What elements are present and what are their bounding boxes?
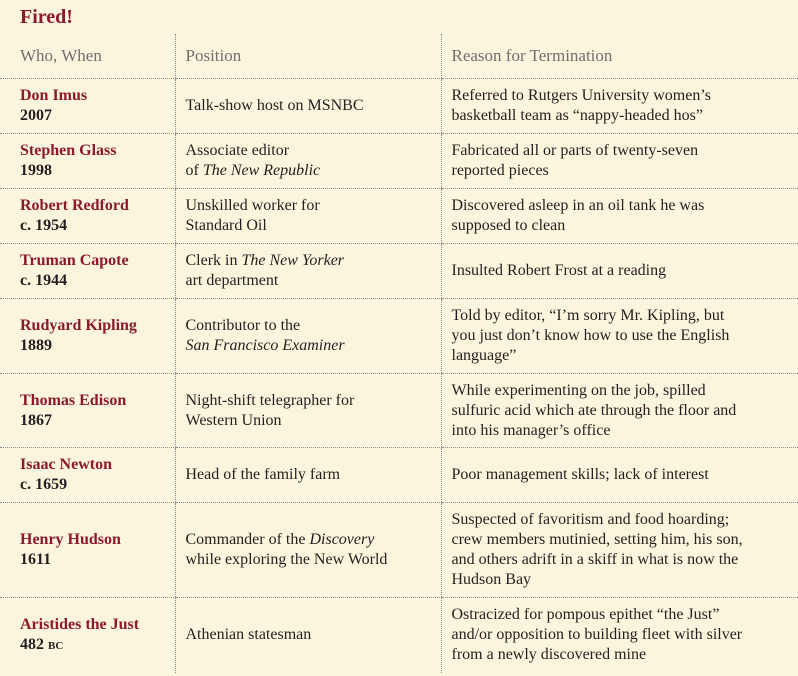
cell-reason [441,503,798,598]
person-date: 1998 [20,162,52,179]
page-title: Fired! [20,6,73,28]
position-text: art department [185,272,279,289]
publication-title: San Francisco Examiner [185,337,345,354]
reason-text: Hudson Bay [451,571,532,588]
cell-position [175,244,441,299]
cell-position [175,374,441,448]
person-date: 1611 [20,551,52,568]
person-date: c. 1659 [20,476,68,493]
cell-who [0,598,175,673]
header-who-when: Who, When [0,34,175,79]
person-name: Henry Hudson [20,531,121,548]
person-date: c. 1954 [20,217,68,234]
position-prefix: Commander of the [185,531,310,548]
cell-who [0,134,175,189]
position-text: Associate editor [185,142,290,159]
person-name: Isaac Newton [20,456,112,473]
position-text: Head of the family farm [185,466,341,483]
person-name: Rudyard Kipling [20,317,137,334]
cell-reason [441,374,798,448]
position-text: Talk-show host on MSNBC [185,97,364,114]
person-name: Don Imus [20,87,88,104]
reason-text: supposed to clean [451,217,566,234]
reason-text: and/or opposition to building fleet with silver [451,626,743,644]
reason-text: Ostracized for pompous epithet “the Just” [451,606,720,624]
header-reason: Reason for Termination [441,34,798,79]
table-row [0,299,798,374]
cell-position [175,598,441,673]
person-date: 1867 [20,411,52,429]
position-text: Night-shift telegrapher for [185,391,355,409]
era-label: bc [48,636,64,654]
position-prefix: Clerk in [185,252,242,269]
person-date [20,635,167,655]
ship-name: Discovery [309,531,375,548]
reason-text: Referred to Rutgers University women’s [451,87,711,104]
position-text: while exploring the New World [185,551,388,568]
cell-reason [441,79,798,134]
cell-who [0,189,175,244]
table-row [0,598,798,673]
reason-text: Poor management skills; lack of interest [451,466,709,483]
position-text: Contributor to the [185,317,301,334]
cell-position [175,134,441,189]
table-row [0,244,798,299]
reason-text: basketball team as “nappy-headed hos” [451,107,703,124]
person-year: 482 [20,636,44,654]
position-text-line [186,161,433,181]
cell-position [175,79,441,134]
reason-text: into his manager’s office [451,421,611,439]
cell-reason [441,244,798,299]
cell-who [0,503,175,598]
cell-reason [441,299,798,374]
position-text: Athenian statesman [185,626,312,644]
table-row [0,134,798,189]
reason-text: Discovered asleep in an oil tank he was [451,197,705,214]
position-text-line [186,530,433,550]
header-position: Position [175,34,441,79]
cell-position [175,503,441,598]
position-text-line [186,251,433,271]
table-header-row [0,34,798,79]
cell-reason [441,598,798,673]
publication-title: The New Republic [202,162,321,179]
person-date: 1889 [20,337,52,354]
table-row [0,503,798,598]
reason-text: Insulted Robert Frost at a reading [451,262,667,279]
cell-position [175,189,441,244]
fired-table [0,34,798,673]
cell-who [0,299,175,374]
cell-who [0,79,175,134]
cell-position [175,299,441,374]
cell-reason [441,189,798,244]
reason-text: sulfuric acid which ate through the floor and [451,401,737,419]
position-text: Standard Oil [185,217,267,234]
reason-text: Suspected of favoritism and food hoarding; [451,511,730,528]
person-name: Robert Redford [20,197,129,214]
table-row [0,374,798,448]
person-name: Aristides the Just [20,616,140,634]
reason-text: and others adrift in a skiff in what is now the [451,551,739,568]
position-text: Western Union [185,411,282,429]
person-date: c. 1944 [20,272,68,289]
cell-reason [441,448,798,503]
person-name: Thomas Edison [20,391,127,409]
cell-position [175,448,441,503]
reason-text: from a newly discovered mine [451,646,647,664]
cell-who [0,448,175,503]
reason-text: language” [451,347,517,364]
reason-text: you just don’t know how to use the English [451,327,730,344]
reason-text: Fabricated all or parts of twenty-seven [451,142,699,159]
reason-text: reported pieces [451,162,549,179]
table-row [0,189,798,244]
table-row [0,448,798,503]
reason-text: While experimenting on the job, spilled [451,381,706,399]
reason-text: Told by editor, “I’m sorry Mr. Kipling, but [451,307,725,324]
cell-reason [441,134,798,189]
publication-title: The New Yorker [241,252,345,269]
reason-text: crew members mutinied, setting him, his son, [451,531,743,548]
person-name: Truman Capote [20,252,129,269]
position-text: Unskilled worker for [185,197,320,214]
cell-who [0,374,175,448]
cell-who [0,244,175,299]
position-prefix: of [185,162,203,179]
person-name: Stephen Glass [20,142,117,159]
person-date: 2007 [20,107,52,124]
table-row [0,79,798,134]
